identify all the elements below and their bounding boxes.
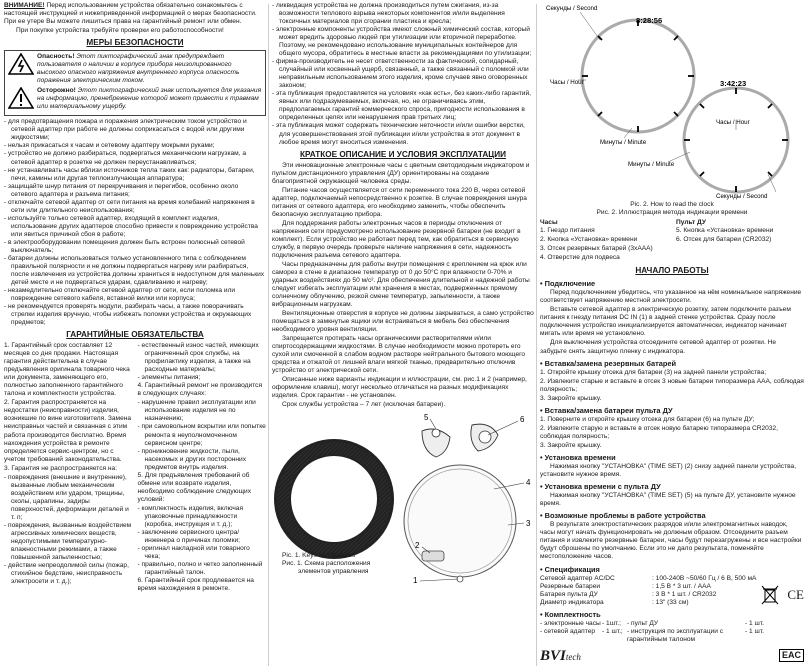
- intro-check: При покупке устройства требуйте проверки его работоспособности!: [16, 27, 224, 35]
- warranty-columns: [4, 342, 266, 594]
- clock-part: 4. Отверстие для подвеса: [540, 254, 620, 262]
- figure-1-caption: [282, 552, 370, 576]
- clock-back-view: [404, 465, 516, 582]
- kit-qty: - 1шт.;: [602, 620, 621, 628]
- spec-row: [540, 591, 756, 599]
- start-title: НАЧАЛО РАБОТЫ: [635, 266, 709, 276]
- safety-item: - защищайте шнур питания от перекручивания и перегибов, особенно около сетевого адаптера и разъема питания;: [4, 182, 239, 198]
- clock-dial-1: [582, 20, 694, 132]
- battery-step: 3. Закройте крышку.: [540, 394, 602, 402]
- warranty-item: - комплектность изделия, включая упаковочные принадлежности (коробка, инструкция и т. д.);: [137, 504, 244, 528]
- clock-front-view: [274, 439, 394, 559]
- kit-qty: - 1 шт.: [745, 620, 764, 628]
- spec-key: Диаметр индикатора: [540, 599, 604, 607]
- figure-1-caption-ru: Рис. 1. Схема расположения: [282, 559, 371, 567]
- spec-key: Сетевой адаптер AC/DC: [540, 575, 615, 583]
- clock-parts: [540, 219, 668, 263]
- problems-title: • Возможные проблемы в работе устройства: [540, 511, 706, 521]
- callout-3: 3: [526, 518, 531, 528]
- connect-para: Для выключения устройства отсоедините сетевой адаптер от розетки. Не забудьте снять защитную пленку с индикатора.: [540, 339, 777, 355]
- description-para: Описанные ниже варианты индикации и иллюстрации, см. рис.1 и 2 (например, оформление клавиш), могут несколько отличаться на разных модификациях изделия. Срок гарантии - не установлен.: [272, 376, 527, 400]
- exclamation-icon: [8, 87, 34, 109]
- safety-item: - не устанавливать часы вблизи источников тепла таких как: радиаторы, батареи, печи, камины или другая теплоизлучающая аппаратура;: [4, 166, 255, 182]
- warranty-item: 3. Гарантия не распространяется на:: [4, 464, 118, 472]
- disposal-item: - электронные компоненты устройства имеют сложный химический состав, который может вредить здоровью людей при утилизации или вторичной переработке. Поэтому, не рекомендовано использование муниципальных контейнеров для общего мусора, обратитесь в местные власти за рекомендациями по утилизации;: [272, 26, 532, 58]
- seconds-label-1: Секунды / Second: [546, 5, 598, 12]
- spec-value: : 1,5 В * 3 шт. / ААА: [652, 583, 711, 591]
- warranty-right: [138, 342, 267, 594]
- disposal-item: - эта публикация предоставляется на условиях «как есть», без каких-либо гарантий, явных или подразумеваемых, включая, но, не ограничиваясь этим, предполагаемых гарантий коммерческого спроса, пригодности использования в определенных целях или ненарушения прав третьих лиц;: [272, 90, 531, 122]
- time-remote-title: • Установка времени с пульта ДУ: [540, 481, 661, 491]
- hours-label-2: Часы / Hour: [716, 119, 750, 126]
- time-text: Нажимая кнопку "УСТАНОВКА" (TIME SET) (2) снизу задней панели устройства, установите нужное время.: [540, 462, 797, 478]
- column-safety-warranty: [4, 2, 266, 668]
- figure-1-caption-ru2: элементов управления: [298, 567, 369, 575]
- description-para: Срок службы устройства – 7 лет (исключая батареи).: [282, 401, 446, 409]
- clock-dial-2: [684, 88, 788, 192]
- spec-value: : 3 В * 1 шт. / CR2032: [652, 591, 717, 599]
- disposal-list: [272, 2, 534, 147]
- clock-part: 2. Кнопка «Установка» времени: [540, 236, 638, 244]
- figure-1: [272, 411, 534, 594]
- spec-row: [540, 583, 756, 591]
- remote-control: [422, 424, 498, 457]
- remote-battery-step: 1. Поверните и откройте крышку отсека для батареи (6) на пульте ДУ;: [540, 415, 755, 423]
- clock-part: 3. Отсек резервных батарей (3хААА): [540, 245, 653, 253]
- warranty-item: 6. Гарантийный срок продлевается на время нахождения в ремонте.: [137, 577, 254, 593]
- callout-5: 5: [424, 412, 429, 422]
- description-para: Часы предназначены для работы внутри помещения с креплением на крюк или саморез в стене в диапазоне температур от 0 до 50°С при влажности 0-70% и ударных воздействиях до 50 м/с². Для обеспечения длительной и надежной работы следует избегать эксплуатации или хранения в местах, подверженных прямому солнечному облучению, резкой смене температур, запыленности, а также вибрационным нагрузкам.: [272, 260, 530, 309]
- safety-title: МЕРЫ БЕЗОПАСНОСТИ: [86, 38, 184, 48]
- brand-logo-sub: tech: [565, 651, 581, 662]
- safety-item: - не рекомендуется проверять модули, разбирать часы, а также поворачивать стрелки изделия вручную, чтобы избежать поломки устройства и окружающих предметов;: [4, 303, 252, 327]
- warranty-item: 4. Гарантийный ремонт не производится в следующих случаях:: [137, 382, 263, 398]
- safety-item: - отключайте сетевой адаптер от сети питания на время колебаний напряжения в сети или длительного неиспользования;: [4, 198, 255, 214]
- callout-6: 6: [520, 414, 525, 424]
- warranty-item: - естественный износ частей, имеющих ограниченный срок службы, на профилактику изделия, а также на расходные материалы;: [137, 342, 259, 374]
- warranty-item: - заключение сервисного центра/инженера о причинах поломки;: [137, 528, 240, 544]
- clock-parts-head: Часы: [540, 219, 558, 227]
- figure-2-caption-en: Pic. 2. How to read the clock: [630, 201, 714, 209]
- spec-key: Резервные батареи: [540, 583, 601, 591]
- seconds-label-2: Секунды / Second: [716, 193, 768, 200]
- intro-warning: [4, 2, 266, 26]
- warranty-item: - правильно, полно и четко заполненный гарантийный талон.: [137, 561, 263, 577]
- remote-battery-title: • Вставка/замена батареи пульта ДУ: [540, 405, 673, 415]
- warranty-item: - проникновение жидкости, пыли, насекомых и других посторонних предметов внутрь изделия.: [137, 447, 247, 471]
- safety-item: - незамедлительно отключайте сетевой адаптер от сети, если поломка или повреждение сетевого кабеля, вставной вилки или корпуса;: [4, 287, 236, 303]
- remote-parts-head: Пульт ДУ: [676, 219, 706, 227]
- intro-warning-text: Перед использованием устройства обязательно ознакомьтесь с настоящей инструкцией и нижеприведенной информацией о мерах безопасности. При ее утере Вы можете лишиться права на гарантийный ремонт или обмен.: [4, 2, 257, 26]
- warning-box: [4, 50, 266, 116]
- safety-item: - для предотвращения пожара и поражения электрическим током устройство и сетевой адаптер при работе не должны соприкасаться с водой или другими жидкостями;: [4, 118, 247, 142]
- ce-mark: CE: [787, 587, 804, 603]
- figure-2-caption-ru: Рис. 2. Иллюстрация метода индикации времени: [596, 209, 748, 217]
- connect-para: Вставьте сетевой адаптер в электрическую розетку, затем подключите разъем питания к гнезду питания DC IN (1) в задней стенке устройства. Сразу после подключения устройство инициализируется автоматически, индикатор начинает мигать или время не установлено.: [540, 306, 791, 338]
- minutes-label-2: Минуты / Minute: [628, 161, 675, 168]
- safety-list: [4, 118, 266, 327]
- warranty-item: - элементы питания;: [137, 374, 201, 382]
- battery-step: 1. Откройте крышку отсека для батареи (3) на задней панели устройства;: [540, 368, 767, 376]
- warranty-item: 5. Для предъявления требований об обмене или возврате изделия, необходимо соблюдение следующих условий:: [137, 471, 252, 503]
- callout-1: 1: [413, 575, 418, 585]
- intro-warning-label: ВНИМАНИЕ!: [4, 2, 45, 9]
- clock-part: 1. Гнездо питания: [540, 227, 595, 235]
- clock-reading-diagram: [540, 2, 804, 202]
- battery-title: • Вставка/замена резервных батарей: [540, 358, 676, 368]
- connect-para: Перед подключением убедитесь, что указанное на нём номинальное напряжение соответствует напряжению местной электросети.: [540, 289, 802, 305]
- description-para: Запрещается протирать часы органическими растворителями и/или спиртосодержащими жидкостями. В случае необходимости можно протереть его сухой или смоченной в слабом водном растворе нейтрального бытового моющего средства и отжатой от лишней влаги мягкой тканью, предварительно отключив устройство от электрической сети.: [272, 335, 526, 375]
- caution-text: Этот пиктографический знак используется для указания на информацию, пренебрежение которой может привести к травмам или материальному ущербу.: [37, 87, 262, 111]
- safety-item: - устройство не должно разбираться, подвергаться механическим нагрузкам, а сетевой адаптер в розетке не должен переустанавливаться;: [4, 150, 247, 166]
- description-para: Эти инновационные электронные часы с цветным светодиодным индикатором и пультом дистанционного управления (ДУ) ориентированы на создание благоприятной окружающей человека среды.: [272, 161, 530, 185]
- safety-item: - в электрооборудовании помещения должен быть встроен полюсный сетевой выключатель;: [4, 238, 245, 254]
- warranty-item: - нарушение правил эксплуатации или использование изделия не по назначению;: [137, 399, 256, 423]
- kit-qty: - 1 шт.;: [602, 628, 623, 636]
- callout-4: 4: [526, 477, 531, 487]
- warranty-title: ГАРАНТИЙНЫЕ ОБЯЗАТЕЛЬСТВА: [66, 330, 204, 340]
- spec-list: [540, 562, 756, 607]
- remote-part: 5. Кнопка «Установка» времени: [676, 227, 774, 235]
- disposal-item: - фирма-производитель не несет ответственности за фактический, сопидарный, случайный или косвенный ущерб, связанный, а также связанный с поломкой или неправильным использованием этого изделия, кроме случаев явно оговоренных законом;: [272, 58, 529, 90]
- danger-text: Этот пиктографический знак предупреждает пользователя о наличии в корпусе прибора неизолированного высокого опасного напряжения внутреннего корпуса опасность поражения электрическим током.: [37, 53, 240, 85]
- caution-label: Осторожно!: [37, 87, 76, 95]
- battery-step: 2. Извлеките старые и вставьте в отсек 3 новые батареи типоразмера ААА, соблюдая полярность;: [540, 377, 804, 393]
- safety-item: - используйте только сетевой адаптер, входящий в комплект изделия, использование других адаптеров способно привести к повреждению устройства или явиться причиной сбоя в работе;: [4, 214, 258, 238]
- description-para: Для поддержания работы электронных часов в периоды отключения от напряжения сети предусмотрено использование резервной батареи (не входит в комплект). Если устройство не работает перед тем, как обратиться в сервисную службу, в первую очередь проверьте наличие напряжения в сети, надежность подключения разъема сетевого адаптера.: [272, 219, 521, 259]
- spec-value: : 13" (33 см): [652, 599, 689, 607]
- remote-parts: [676, 219, 804, 263]
- warranty-item: - оригинал накладной или товарного чека;: [137, 544, 250, 560]
- disposal-item: - ликвидация устройства не должна производиться путем сжигания, из-за возможности теплового взрыва некоторых компонентов и/или выделения токсичных материалов при сгорании пластика и кресла;: [272, 2, 505, 26]
- connect-title: • Подключение: [540, 279, 596, 289]
- description-title: КРАТКОЕ ОПИСАНИЕ И УСЛОВИЯ ЭКСПЛУАТАЦИИ: [299, 149, 507, 159]
- brand-logo: [540, 647, 581, 665]
- caution-row: [8, 87, 262, 111]
- recycle-bin-icon: [761, 585, 779, 605]
- cert-marks: [761, 585, 804, 605]
- kit-item: - электронные часы: [540, 620, 601, 628]
- warranty-left: [4, 342, 133, 594]
- description-para: Вентиляционные отверстия в корпусе не должны закрываться, а само устройство помещаться в замкнутые ящики или встраиваться в мебель без обеспечения необходимого уровня вентиляции.: [272, 310, 534, 334]
- callout-2: 2: [415, 540, 420, 550]
- danger-label: Опасность!: [37, 53, 75, 61]
- description-para: Питание часов осуществляется от сети переменного тока 220 В, через сетевой адаптер, подключаемый непосредственно к розетке. В случае повреждения шнура питания от сетевого адаптера, его необходимо заменить, чтобы обеспечить безопасную эксплуатацию прибора.: [272, 186, 527, 218]
- clock-time-1: 8:28:56: [636, 16, 663, 25]
- problems-text: В результате электростатических разрядов и/или электромагнитных наводок, часы могут начать функционировать не должным образом. Отсоедините разъем питания и извлеките резервные батареи, часы будут перезагружены и все настройки будут сброшены по умолчанию. Если это не дало результата, поменяйте местоположение часов.: [540, 521, 802, 561]
- warranty-item: 2. Гарантия распространяется на недостатки (неисправности) изделия, возникшие по вине изготовителя. Замена неисправных частей и связанная с этим работа производится бесплатно. Время нахождения устройства в ремонте определяется сервис-центром, но с учетом требований законодательства.: [4, 399, 132, 463]
- high-voltage-icon: [8, 53, 34, 75]
- spec-title: • Спецификация: [540, 565, 600, 575]
- figure-1-caption-en: Pic. 1. Keys and features: [282, 551, 356, 559]
- remote-battery-step: 2. Извлеките старую и вставьте в отсек новую батарею типоразмера CR2032, соблюдая полярность;: [540, 424, 778, 440]
- minutes-label-1: Минуты / Minute: [600, 139, 647, 146]
- hours-label-1: Часы / Hour: [550, 79, 584, 86]
- footer: [540, 647, 804, 665]
- kit-item: - инструкция по эксплуатации с гарантийным талоном: [627, 628, 724, 644]
- figure-2: [540, 2, 804, 205]
- time-title: • Установка времени: [540, 452, 616, 462]
- clock-time-2: 3:42:23: [720, 79, 747, 88]
- kit-qty: - 1 шт.: [745, 628, 764, 636]
- description-body: [272, 162, 534, 410]
- eac-mark: EAC: [779, 649, 804, 662]
- safety-item: - нельзя прикасаться к часам и сетевому адаптеру мокрыми руками;: [4, 142, 215, 150]
- parts-list: [540, 219, 804, 263]
- time-remote-text: Нажимая кнопку "УСТАНОВКА" (TIME SET) (5) на пульте ДУ, установите нужное время.: [540, 491, 796, 507]
- disposal-item: - эта публикация может содержать технические неточности и/или ошибки верстки, для усовершенствования этой публикации и/или устройства в этот документ в любое время могут вноситься изменения.: [272, 122, 525, 146]
- warranty-item: - при самовольном вскрытии или попытке ремонта в неуполномоченном сервисном центре;: [137, 423, 266, 447]
- spec-row: [540, 599, 756, 607]
- safety-item: - батареи должны использоваться только установленного типа с соблюдением правильной полярности и не должны подвергаться нагреву или разбираться, после извлечения из устройства должны храниться в недоступном для маленьких детей месте и не подвергаться ударам, сдавливанию и нагреву;: [4, 254, 265, 286]
- kit-row: [540, 628, 804, 644]
- warranty-item: - повреждения (внешние и внутренние), вызванные любым механическим воздействием или ударом, трещины, сколы, царапины, задиры поверхностей, деформации деталей и т. п;: [4, 473, 129, 521]
- spec-key: Батарея пульта ДУ: [540, 591, 598, 599]
- warranty-item: - повреждения, вызванные воздействием агрессивных химических веществ, недопустимыми температурно-влажностными режимами, а также повышенной запыленностью;: [4, 521, 132, 561]
- kit-title: • Комплектность: [540, 610, 601, 620]
- kit-item: - сетевой адаптер: [540, 628, 596, 636]
- remote-part: 6. Отсек для батареи (CR2032): [676, 236, 772, 244]
- brand-logo-main: BVI: [540, 647, 566, 664]
- spec-value: : 100-240В ~50/60 Гц / 6 В, 500 мА: [652, 575, 757, 583]
- remote-battery-step: 3. Закройте крышку.: [540, 441, 602, 449]
- warranty-item: - действие непреодолимой силы (пожар, стихийное бедствие, неисправность электросети и т. д.);: [4, 562, 129, 586]
- danger-row: [8, 53, 262, 85]
- warranty-item: 1. Гарантийный срок составляет 12 месяцев со дня продажи. Настоящая гарантия действительна в случае предъявления оригинала товарного чека или документа, заменяющего его, полностью заполненного гарантийного талона и комплектности устройства.: [4, 342, 130, 398]
- column-description: [272, 2, 534, 668]
- column-start: [540, 2, 804, 668]
- spec-block: [540, 562, 804, 607]
- kit-item: - пульт ДУ: [627, 620, 659, 628]
